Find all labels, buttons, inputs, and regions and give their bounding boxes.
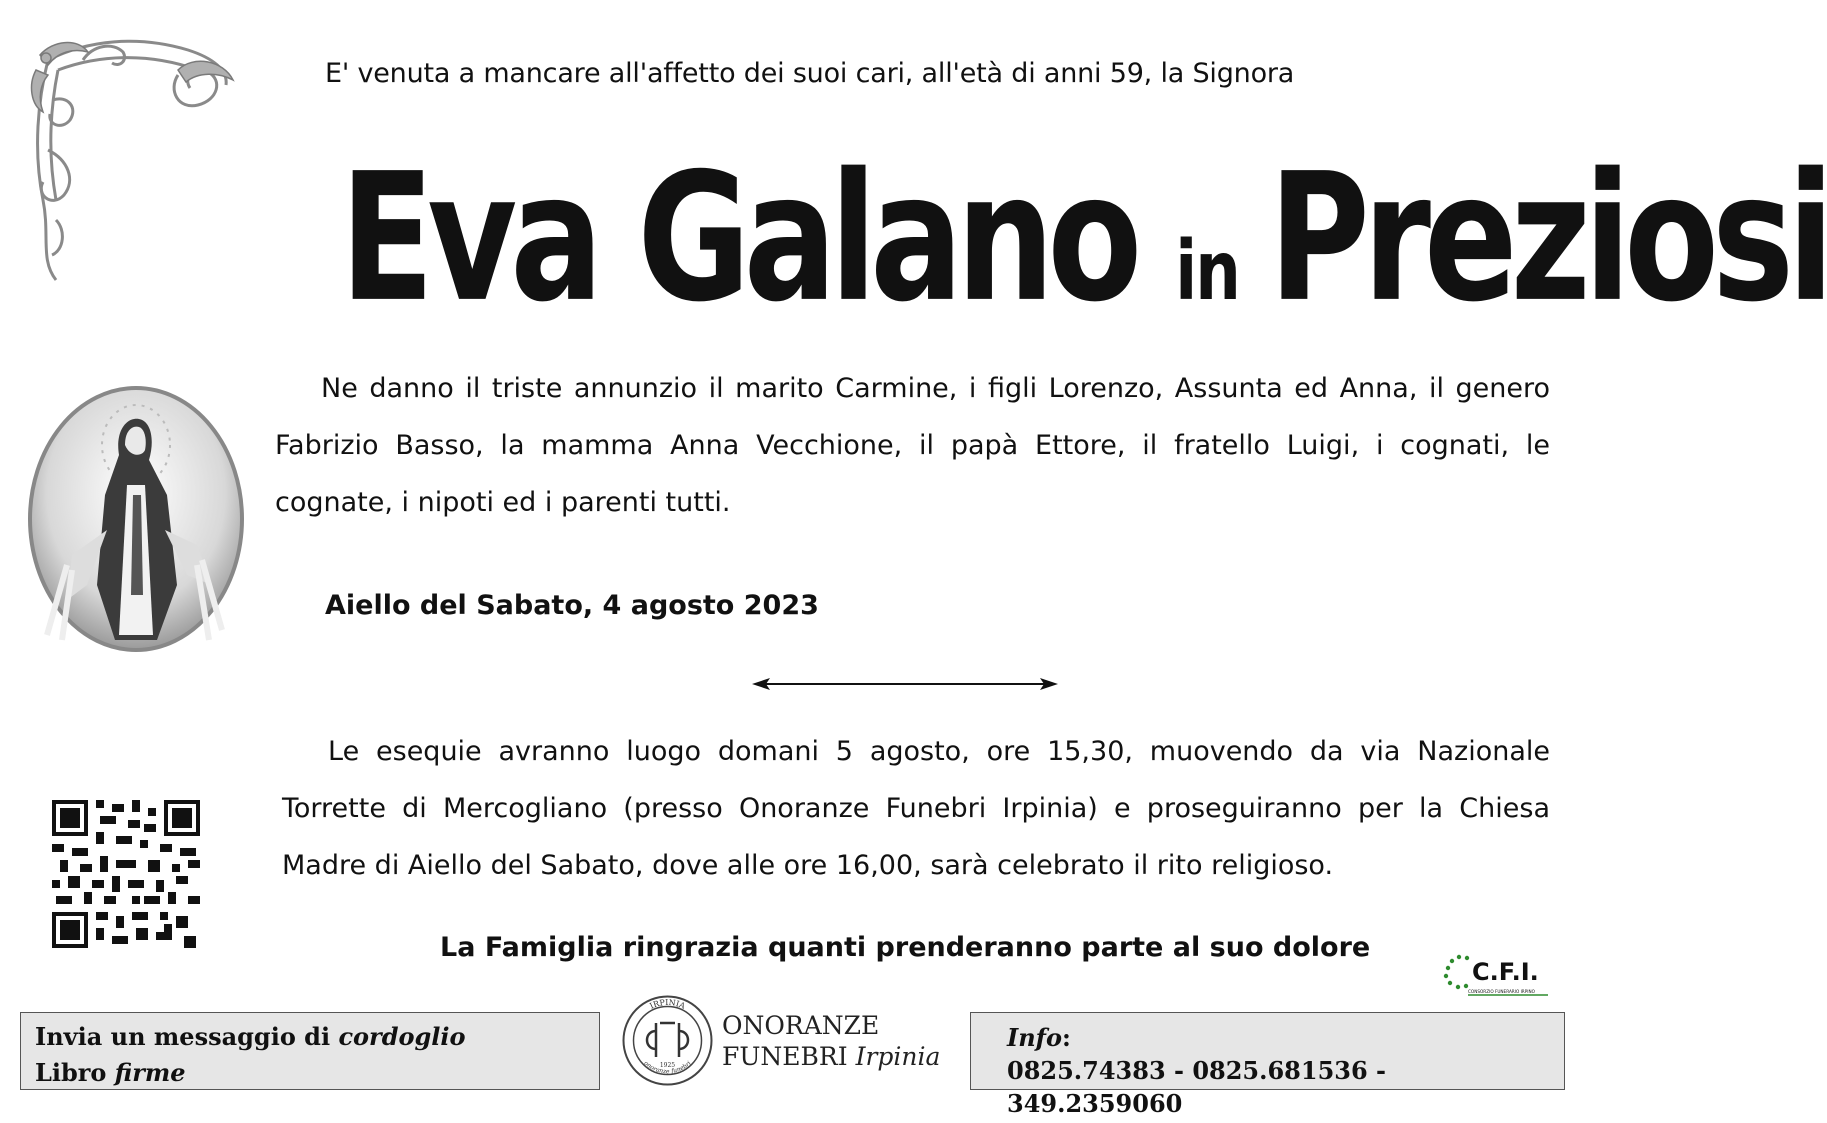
seal-year: 1925: [659, 1062, 676, 1069]
name-last: Preziosi: [1268, 135, 1827, 342]
thanks-line: La Famiglia ringrazia quanti prenderanno parte al suo dolore: [440, 932, 1371, 963]
qr-code-icon[interactable]: [52, 800, 200, 948]
phone-numbers[interactable]: 0825.74383 - 0825.681536 - 349.2359060: [1007, 1056, 1386, 1118]
double-arrow-icon: [750, 674, 1060, 694]
funeral-paragraph: Le esequie avranno luogo domani 5 agosto, ore 15,30, muovendo da via Nazionale Torrette di Mercogliano (presso Onoranze Funebri Irpinia) e proseguiranno per la Chiesa Madre di Aiello del Sabato, dove alle ore 16,00, sarà celebrato il rito religioso.: [282, 736, 1550, 881]
condolence-link[interactable]: Invia un messaggio di cordoglio: [35, 1022, 466, 1051]
funeral-home-name: ONORANZE FUNEBRI Irpinia: [722, 1011, 941, 1071]
announcement-paragraph: Ne danno il triste annunzio il marito Carmine, i figli Lorenzo, Assunta ed Anna, il genero Fabrizio Basso, la mamma Anna Vecchione, il papà Ettore, il fratello Luigi, i cognati, le cognate, i nipoti ed i parenti tutti.: [275, 373, 1550, 518]
info-box: [970, 1012, 1565, 1118]
condolence-box[interactable]: [20, 1012, 600, 1090]
seal-bottom-text: onoranze funebri: [642, 1059, 693, 1076]
name-connector: in: [1175, 224, 1239, 320]
funeral-home-seal-icon: [620, 993, 715, 1088]
corner-flourish-icon: [28, 30, 238, 285]
deceased-name: [340, 135, 1827, 359]
guestbook-link[interactable]: Libro firme: [35, 1058, 186, 1087]
seal-top-text: IRPINIA: [648, 997, 687, 1011]
cfi-logo-subtext: CONSORZIO FUNERARIO IRPINO: [1468, 989, 1535, 994]
intro-text: E' venuta a mancare all'affetto dei suoi cari, all'età di anni 59, la Signora: [325, 58, 1295, 89]
name-first: Eva Galano: [340, 135, 1136, 342]
info-label: Info:: [1007, 1023, 1071, 1052]
cfi-logo-text: C.F.I.: [1472, 958, 1539, 986]
madonna-oval-image: [27, 385, 245, 653]
place-date: Aiello del Sabato, 4 agosto 2023: [325, 590, 819, 621]
cfi-logo: [1440, 950, 1550, 998]
